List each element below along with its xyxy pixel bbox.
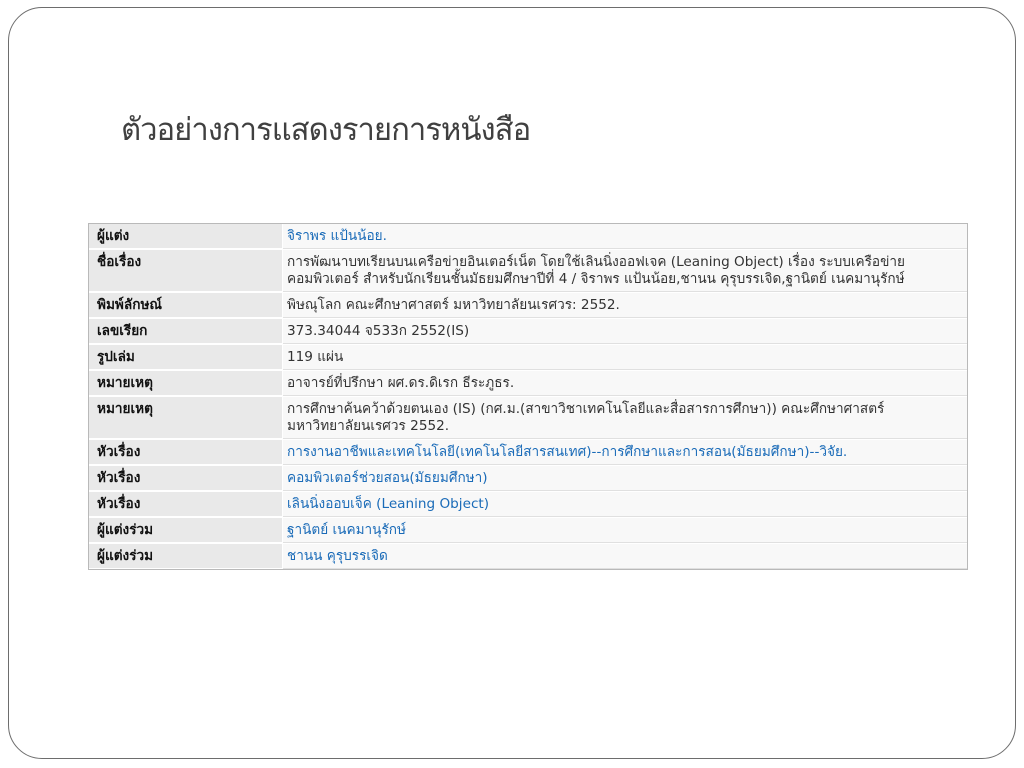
field-label: เลขเรียก (89, 319, 283, 344)
physical-description-value: 119 แผ่น (283, 345, 967, 370)
field-label: ชื่อเรื่อง (89, 250, 283, 292)
record-row-co-author (89, 517, 967, 543)
field-label: ผู้แต่ง (89, 224, 283, 249)
record-row-author (89, 224, 967, 249)
slide-frame (8, 7, 1016, 759)
field-label: หมายเหตุ (89, 371, 283, 396)
record-row-imprint (89, 292, 967, 318)
record-row-note (89, 396, 967, 439)
subject-link[interactable]: คอมพิวเตอร์ช่วยสอน(มัธยมศึกษา) (283, 466, 967, 491)
slide-title: ตัวอย่างการแสดงรายการหนังสือ (121, 112, 531, 148)
subject-link[interactable]: การงานอาชีพและเทคโนโลยี(เทคโนโลยีสารสนเทศ)--การศึกษาและการสอน(มัธยมศึกษา)--วิจัย. (283, 440, 967, 465)
record-row-title (89, 249, 967, 292)
record-row-call-number (89, 318, 967, 344)
record-row-note (89, 370, 967, 396)
author-link[interactable]: จิราพร แป้นน้อย. (283, 224, 967, 249)
record-row-co-author (89, 543, 967, 569)
field-label: หัวเรื่อง (89, 466, 283, 491)
field-label: หัวเรื่อง (89, 492, 283, 517)
record-row-physical-description (89, 344, 967, 370)
note-value: การศึกษาค้นคว้าด้วยตนเอง (IS) (กศ.ม.(สาขาวิชาเทคโนโลยีและสื่อสารการศึกษา)) คณะศึกษาศาสตร์ มหาวิทยาลัยนเรศวร 2552. (283, 397, 967, 439)
co-author-link[interactable]: ฐานิตย์ เนคมานุรักษ์ (283, 518, 967, 543)
field-label: หมายเหตุ (89, 397, 283, 439)
title-value: การพัฒนาบทเรียนบนเครือข่ายอินเตอร์เน็ต โดยใช้เลินนิ่งออฟเจค (Leaning Object) เรื่อง ระบบเครือข่ายคอมพิวเตอร์ สำหรับนักเรียนชั้นมัธยมศึกษาปีที่ 4 / จิราพร แป้นน้อย,ชานน คุรุบรรเจิด,ฐานิตย์ เนคมานุรักษ์ (283, 250, 967, 292)
co-author-link[interactable]: ชานน คุรุบรรเจิด (283, 544, 967, 569)
field-label: รูปเล่ม (89, 345, 283, 370)
record-row-subject (89, 439, 967, 465)
call-number-value: 373.34044 จ533ก 2552(IS) (283, 319, 967, 344)
field-label: หัวเรื่อง (89, 440, 283, 465)
subject-link[interactable]: เลินนิ่งออบเจ็ค (Leaning Object) (283, 492, 967, 517)
field-label: ผู้แต่งร่วม (89, 544, 283, 569)
book-record-table (88, 223, 968, 570)
field-label: ผู้แต่งร่วม (89, 518, 283, 543)
field-label: พิมพ์ลักษณ์ (89, 293, 283, 318)
note-value: อาจารย์ที่ปรึกษา ผศ.ดร.ดิเรก ธีระภูธร. (283, 371, 967, 396)
record-row-subject (89, 491, 967, 517)
imprint-value: พิษณุโลก คณะศึกษาศาสตร์ มหาวิทยาลัยนเรศวร: 2552. (283, 293, 967, 318)
record-row-subject (89, 465, 967, 491)
